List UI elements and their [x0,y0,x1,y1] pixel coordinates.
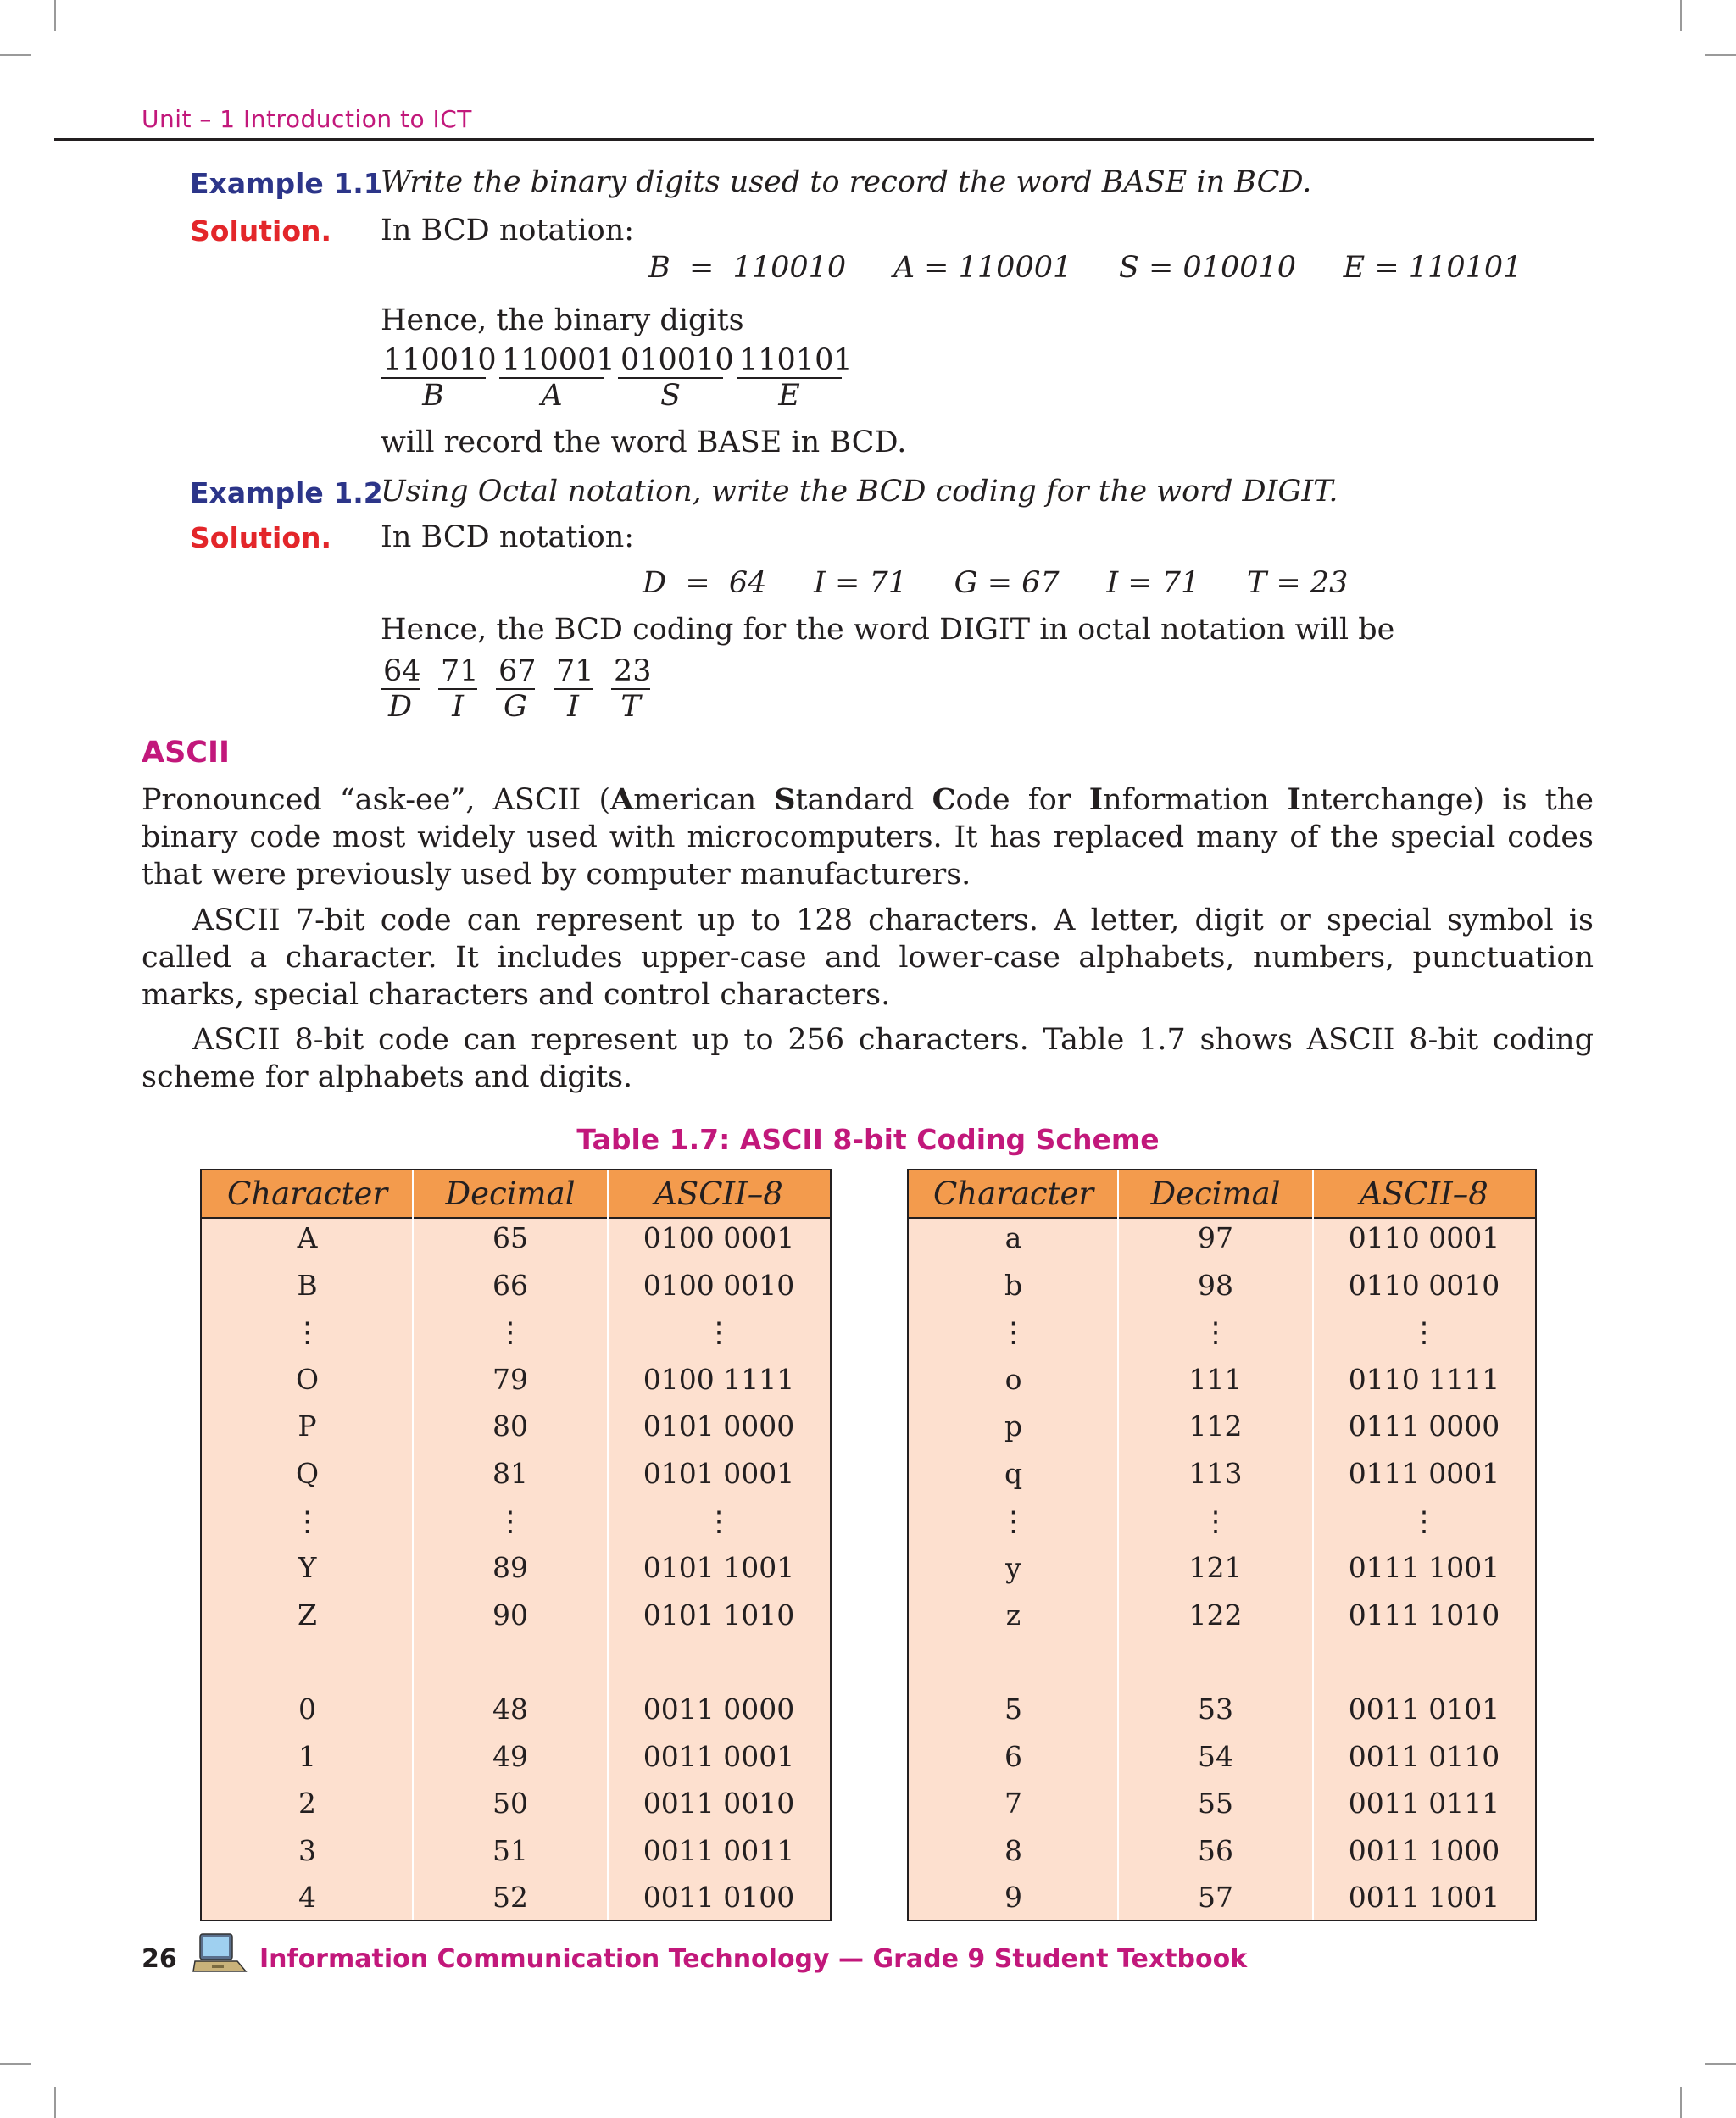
solution-text: will record the word BASE in BCD. [381,425,907,459]
crop-mark [1705,2063,1736,2065]
body-paragraph: ASCII 8-bit code can represent up to 256 characters. Table 1.7 shows ASCII 8-bit coding scheme for alphabets and digits. [142,1023,1594,1094]
table-cell: a [1004,1221,1022,1254]
table-cell: ⋮ [1201,1315,1230,1349]
example-label: Example 1.2 [190,476,383,509]
table-cell: 0110 0001 [1348,1221,1500,1254]
crop-mark [1705,54,1736,56]
table-cell: 0110 1111 [1348,1362,1500,1396]
table-cell: 113 [1188,1457,1243,1490]
table-cell: ⋮ [1201,1504,1230,1537]
table-cell: 90 [492,1598,528,1632]
crop-mark [54,2087,56,2118]
table-cell: ⋮ [999,1504,1027,1537]
table-cell: 49 [492,1739,528,1773]
bcd-equation-line: D = 64 I = 71 G = 67 I = 71 T = 23 [643,566,1349,600]
body-paragraph: ASCII 7-bit code can represent up to 128 characters. A letter, digit or special symbol is called a character. It includes upper-case and lower-case alphabets, numbers, punctuation marks, special characters and control characters. [142,903,1594,1012]
table-cell: 80 [492,1409,528,1443]
section-heading: ASCII [142,736,231,770]
table-cell: ⋮ [704,1315,733,1349]
octal-code: 23 [611,654,650,690]
binary-code: 010010 [618,343,723,379]
footer-book-title: Information Communication Technology — Grade 9 Student Textbook [259,1944,1248,1974]
table-cell: O [295,1362,320,1396]
table-cell: 4 [298,1881,316,1915]
table-cell: 0100 0001 [643,1221,795,1254]
crop-mark [0,2063,31,2065]
octal-code: 71 [438,654,477,690]
table-cell: Q [295,1457,320,1490]
running-header: Unit – 1 Introduction to ICT [142,105,472,133]
octal-letter: I [452,690,464,724]
table-cell: 5 [1004,1693,1022,1726]
table-cell: 0100 0010 [643,1268,795,1302]
example-question: Using Octal notation, write the BCD coding for the word DIGIT. [381,475,1338,509]
solution-text: Hence, the binary digits [381,303,744,337]
table-cell: ⋮ [704,1504,733,1537]
octal-letter: T [620,690,641,724]
table-cell [1313,1645,1535,1679]
crop-mark [1680,0,1682,31]
table-cell: 50 [492,1787,528,1821]
binary-letter: A [541,379,563,413]
table-cell: 0110 0010 [1348,1268,1500,1302]
table-cell: 9 [1004,1881,1022,1915]
table-cell: ⋮ [999,1315,1027,1349]
crop-mark [0,54,31,56]
crop-mark [54,0,56,31]
table-cell: 0011 0100 [643,1881,795,1915]
table-cell [1118,1645,1313,1679]
ascii-table-lowercase [907,1169,1537,1921]
binary-letter: S [660,379,681,413]
table-cell: 56 [1198,1833,1233,1867]
table-cell: 7 [1004,1787,1022,1821]
table-cell: 51 [492,1833,528,1867]
table-cell: 6 [1004,1739,1022,1773]
table-cell: ⋮ [1410,1315,1438,1349]
table-cell: 0111 0001 [1348,1457,1500,1490]
solution-label: Solution. [190,521,332,554]
table-header-cell: Decimal [445,1176,576,1212]
table-cell: 0011 0010 [643,1787,795,1821]
table-cell: ⋮ [496,1315,525,1349]
table-cell: 122 [1188,1598,1243,1632]
table-cell: 8 [1004,1833,1022,1867]
octal-code: 64 [381,654,420,690]
table-cell: q [1004,1457,1023,1490]
table-cell: 48 [492,1693,528,1726]
example-label: Example 1.1 [190,167,383,200]
table-cell: 0101 1001 [643,1551,795,1585]
table-cell: 0011 0001 [643,1739,795,1773]
table-cell: 0011 0000 [643,1693,795,1726]
table-cell: b [1004,1268,1023,1302]
binary-code: 110001 [499,343,604,379]
table-cell: 52 [492,1881,528,1915]
table-header-cell: Decimal [1150,1176,1281,1212]
ascii-table-uppercase [200,1169,832,1921]
table-header-cell: Character [932,1176,1094,1212]
table-header-cell: ASCII–8 [654,1176,783,1212]
table-cell: 97 [1198,1221,1233,1254]
table-cell: 0011 1000 [1348,1833,1500,1867]
bcd-equation-line: B = 110010 A = 110001 S = 010010 E = 110101 [648,251,1522,285]
table-cell [608,1645,830,1679]
page-number: 26 [142,1944,177,1974]
table-header-cell: ASCII–8 [1360,1176,1488,1212]
table-cell: 0111 0000 [1348,1409,1500,1443]
octal-code: 67 [496,654,535,690]
table-cell: 0011 0111 [1348,1787,1500,1821]
table-cell: 3 [298,1833,316,1867]
table-cell: ⋮ [1410,1504,1438,1537]
table-cell: 0111 1010 [1348,1598,1500,1632]
table-cell: 0100 1111 [643,1362,795,1396]
table-cell: 55 [1198,1787,1233,1821]
table-cell: 54 [1198,1739,1233,1773]
table-cell [413,1645,608,1679]
table-cell: 111 [1188,1362,1243,1396]
table-cell: p [1004,1409,1023,1443]
solution-text: In BCD notation: [381,214,635,247]
octal-letter: G [504,690,527,724]
binary-letter: E [778,379,800,413]
table-cell: 0111 1001 [1348,1551,1500,1585]
table-cell: Z [298,1598,317,1632]
table-cell: 1 [298,1739,316,1773]
table-cell: 0011 0011 [643,1833,795,1867]
table-cell: P [298,1409,317,1443]
table-cell: 121 [1188,1551,1243,1585]
table-cell: 98 [1198,1268,1233,1302]
table-cell: o [1004,1362,1022,1396]
table-cell: 89 [492,1551,528,1585]
table-cell: A [297,1221,318,1254]
table-cell: 81 [492,1457,528,1490]
table-cell: 53 [1198,1693,1233,1726]
body-paragraph: Pronounced “ask-ee”, ASCII (American Standard Code for Information Interchange) is the binary code most widely used with microcomputers. It has replaced many of the special codes that were previously used by computer manufacturers. [142,782,1594,892]
table-cell: 57 [1198,1881,1233,1915]
table-cell: 0101 0001 [643,1457,795,1490]
binary-letter: B [422,379,444,413]
table-cell: 0 [298,1693,316,1726]
binary-code: 110010 [381,343,486,379]
table-cell: B [297,1268,318,1302]
table-cell: 79 [492,1362,528,1396]
table-cell: ⋮ [293,1504,321,1537]
octal-letter: I [567,690,579,724]
table-cell: z [1005,1598,1021,1632]
header-rule [54,138,1594,141]
solution-text: In BCD notation: [381,520,635,554]
table-header-cell: Character [226,1176,388,1212]
octal-code: 71 [554,654,593,690]
solution-label: Solution. [190,214,332,247]
table-cell: 0101 1010 [643,1598,795,1632]
crop-mark [1680,2087,1682,2118]
table-cell: 0101 0000 [643,1409,795,1443]
table-cell: ⋮ [496,1504,525,1537]
table-cell: 112 [1188,1409,1243,1443]
table-caption: Table 1.7: ASCII 8-bit Coding Scheme [576,1123,1160,1156]
table-cell: Y [298,1551,317,1585]
example-question: Write the binary digits used to record the word BASE in BCD. [381,165,1312,199]
table-cell: 0011 0110 [1348,1739,1500,1773]
table-cell: 2 [298,1787,316,1821]
table-cell: 66 [492,1268,528,1302]
table-cell: 65 [492,1221,528,1254]
octal-letter: D [387,690,413,724]
table-cell [909,1645,1118,1679]
laptop-icon [192,1932,248,1975]
binary-code: 110101 [737,343,842,379]
table-cell: 0011 0101 [1348,1693,1500,1726]
solution-text: Hence, the BCD coding for the word DIGIT in octal notation will be [381,613,1395,647]
table-cell [202,1645,413,1679]
table-cell: ⋮ [293,1315,321,1349]
table-cell: 0011 1001 [1348,1881,1500,1915]
table-cell: y [1005,1551,1021,1585]
